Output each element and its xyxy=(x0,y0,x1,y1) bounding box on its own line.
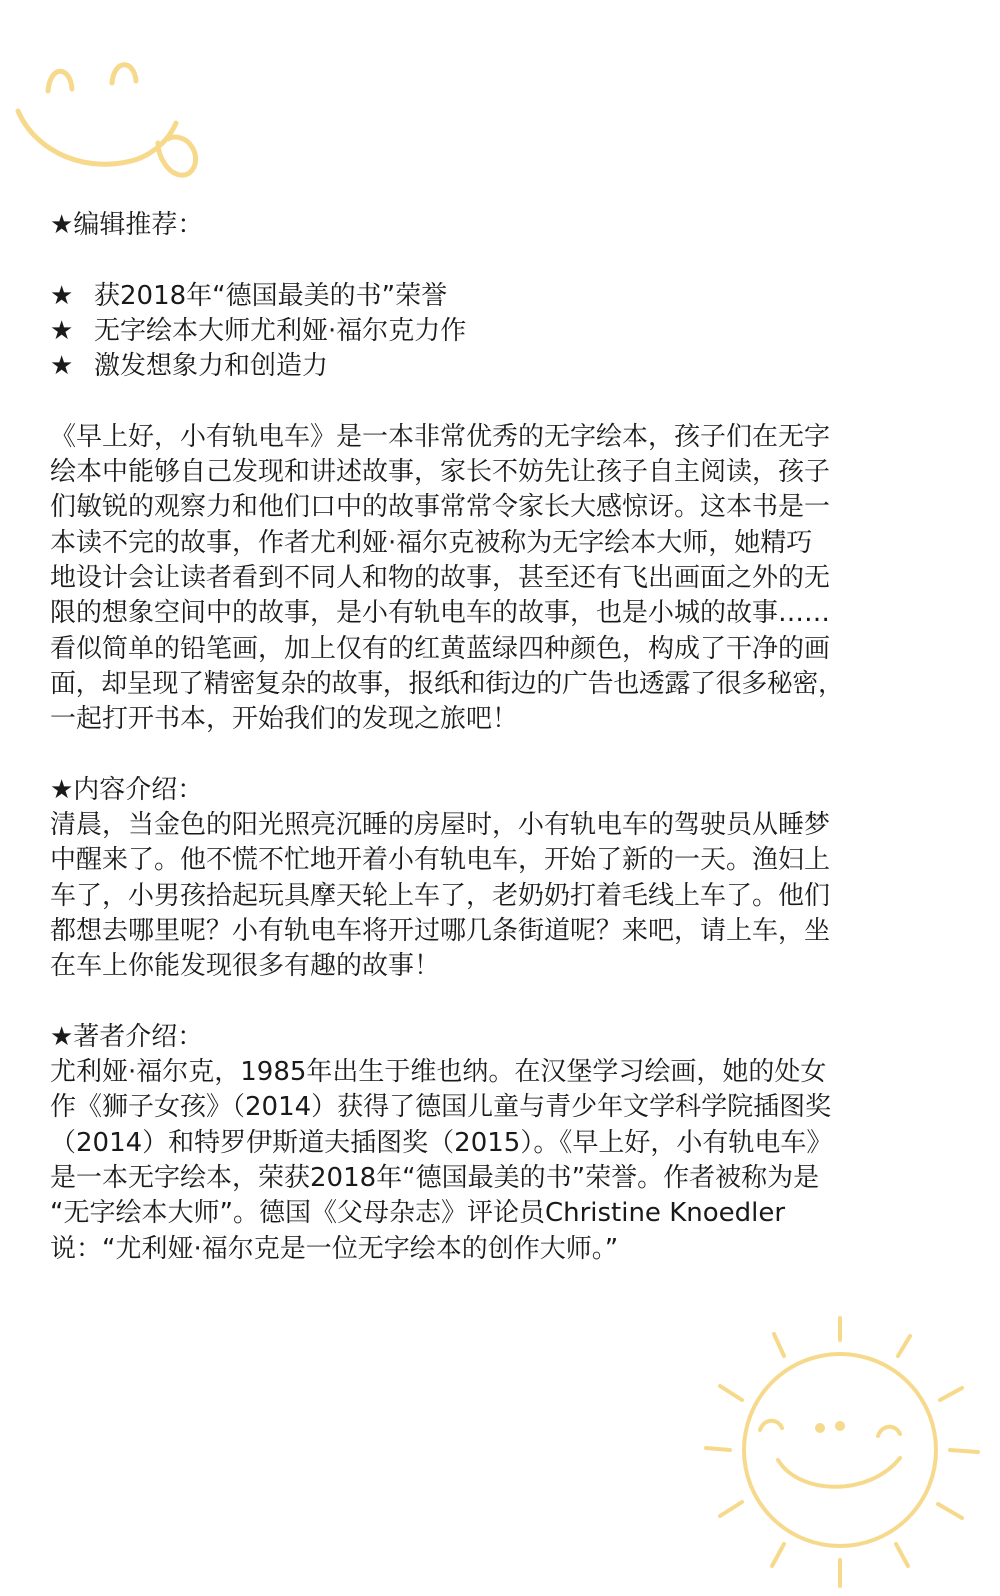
author-intro-line: “无字绘本大师”。德国《父母杂志》评论员Christine Knoedler xyxy=(50,1198,786,1229)
author-intro-line: 作《狮子女孩》（2014）获得了德国儿童与青少年文学科学院插图奖 xyxy=(50,1092,832,1123)
editor-rec-bullet xyxy=(50,314,960,349)
content-intro-line: 在车上你能发现很多有趣的故事！ xyxy=(50,951,441,982)
content-intro-line: 车了，小男孩拾起玩具摩天轮上车了，老奶奶打着毛线上车了。他们 xyxy=(50,880,831,911)
content-intro-line: 中醒来了。他不慌不忙地开着小有轨电车，开始了新的一天。渔妇上 xyxy=(50,845,831,876)
editor-rec-heading-text: 编辑推荐： xyxy=(73,210,204,240)
intro-paragraph-line: 《早上好，小有轨电车》是一本非常优秀的无字绘本，孩子们在无字 xyxy=(50,421,831,452)
author-intro-heading: ★著者介绍： xyxy=(50,1021,204,1052)
star-icon: ★ xyxy=(50,315,74,346)
intro-paragraph-line: 限的想象空间中的故事，是小有轨电车的故事，也是小城的故事…… xyxy=(50,598,831,629)
editor-rec-heading xyxy=(50,208,960,243)
content-intro-heading: ★内容介绍： xyxy=(50,774,204,805)
sun-icon xyxy=(700,1310,990,1590)
intro-paragraph-line: 绘本中能够自己发现和讲述故事，家长不妨先让孩子自主阅读，孩子 xyxy=(50,457,831,488)
intro-paragraph-line: 本读不完的故事，作者尤利娅·福尔克被称为无字绘本大师，她精巧 xyxy=(50,527,813,558)
editor-rec-bullet-text: 获2018年“德国最美的书”荣誉 xyxy=(94,280,448,311)
editor-rec-bullet xyxy=(50,279,960,314)
content-intro-line: 都想去哪里呢？小有轨电车将开过哪几条街道呢？来吧，请上车，坐 xyxy=(50,915,831,946)
smiley-tongue-icon xyxy=(8,55,208,195)
document-body xyxy=(50,208,960,1267)
editor-rec-bullet-text: 激发想象力和创造力 xyxy=(94,351,329,382)
content-intro-line: 清晨，当金色的阳光照亮沉睡的房屋时，小有轨电车的驾驶员从睡梦 xyxy=(50,810,831,841)
intro-paragraph-line: 一起打开书本，开始我们的发现之旅吧！ xyxy=(50,704,519,735)
star-icon: ★ xyxy=(50,210,74,240)
author-intro-line: 尤利娅·福尔克，1985年出生于维也纳。在汉堡学习绘画，她的处女 xyxy=(50,1057,827,1088)
intro-paragraph-line: 们敏锐的观察力和他们口中的故事常常令家长大感惊讶。这本书是一 xyxy=(50,492,831,523)
editor-rec-bullet xyxy=(50,349,960,384)
star-icon: ★ xyxy=(50,280,74,311)
star-icon: ★ xyxy=(50,351,74,382)
author-intro-line: 是一本无字绘本，荣获2018年“德国最美的书”荣誉。作者被称为是 xyxy=(50,1163,820,1194)
author-intro-line: 说：“尤利娅·福尔克是一位无字绘本的创作大师。” xyxy=(50,1233,619,1264)
intro-paragraph-line: 地设计会让读者看到不同人和物的故事，甚至还有飞出画面之外的无 xyxy=(50,562,831,593)
author-intro-line: （2014）和特罗伊斯道夫插图奖（2015）。《早上好，小有轨电车》 xyxy=(50,1127,833,1158)
editor-rec-bullet-text: 无字绘本大师尤利娅·福尔克力作 xyxy=(94,315,467,346)
intro-paragraph-line: 看似简单的铅笔画，加上仅有的红黄蓝绿四种颜色，构成了干净的画 xyxy=(50,633,831,664)
intro-paragraph-line: 面，却呈现了精密复杂的故事，报纸和街边的广告也透露了很多秘密， xyxy=(50,668,844,699)
